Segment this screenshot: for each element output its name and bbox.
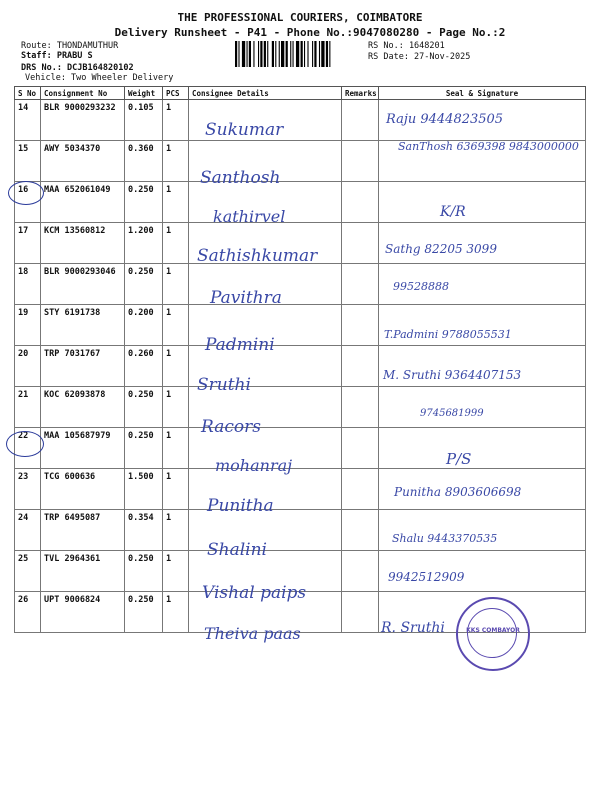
cell-pcs: 1 bbox=[163, 264, 189, 305]
barcode-bar bbox=[267, 41, 268, 67]
cell-remarks bbox=[342, 551, 379, 592]
cell-pcs: 1 bbox=[163, 100, 189, 141]
cell-sno: 15 bbox=[15, 141, 41, 182]
cell-remarks bbox=[342, 264, 379, 305]
barcode-bar bbox=[301, 41, 303, 67]
cell-signature bbox=[379, 182, 586, 223]
cell-sno: 14 bbox=[15, 100, 41, 141]
cell-pcs: 1 bbox=[163, 592, 189, 633]
cell-weight: 0.250 bbox=[125, 551, 163, 592]
handwritten-consignee-name: Theiva paas bbox=[204, 624, 301, 643]
barcode-bar bbox=[258, 41, 259, 67]
table-row bbox=[15, 387, 586, 428]
handwritten-signature: 9942512909 bbox=[388, 570, 465, 584]
cell-sno: 24 bbox=[15, 510, 41, 551]
handwritten-consignee-name: Sruthi bbox=[197, 375, 251, 395]
handwritten-signature: 99528888 bbox=[393, 280, 449, 293]
cell-remarks bbox=[342, 100, 379, 141]
company-seal bbox=[456, 597, 530, 671]
cell-weight: 1.500 bbox=[125, 469, 163, 510]
cell-remarks bbox=[342, 469, 379, 510]
cell-consignment: KCM 13560812 bbox=[41, 223, 125, 264]
cell-sno: 21 bbox=[15, 387, 41, 428]
barcode-bar bbox=[260, 41, 262, 67]
cell-sno: 25 bbox=[15, 551, 41, 592]
cell-consignment: TRP 7031767 bbox=[41, 346, 125, 387]
pen-circle bbox=[8, 181, 44, 205]
cell-weight: 0.105 bbox=[125, 100, 163, 141]
cell-weight: 0.250 bbox=[125, 387, 163, 428]
cell-consignment: MAA 105687979 bbox=[41, 428, 125, 469]
staff: Staff: PRABU S bbox=[21, 51, 93, 61]
barcode-bar bbox=[253, 41, 254, 67]
barcode-bar bbox=[293, 41, 294, 67]
cell-weight: 0.200 bbox=[125, 305, 163, 346]
handwritten-signature: 9745681999 bbox=[420, 408, 484, 419]
cell-consignment: KOC 62093878 bbox=[41, 387, 125, 428]
cell-pcs: 1 bbox=[163, 510, 189, 551]
cell-pcs: 1 bbox=[163, 305, 189, 346]
cell-sno: 20 bbox=[15, 346, 41, 387]
cell-consignment: MAA 652061049 bbox=[41, 182, 125, 223]
cell-pcs: 1 bbox=[163, 428, 189, 469]
handwritten-signature: Shalu 9443370535 bbox=[392, 532, 498, 545]
cell-pcs: 1 bbox=[163, 223, 189, 264]
cell-remarks bbox=[342, 346, 379, 387]
col-header-sno: S No bbox=[15, 87, 41, 100]
barcode-bar bbox=[264, 41, 266, 67]
col-header-remarks: Remarks bbox=[342, 87, 379, 100]
cell-pcs: 1 bbox=[163, 141, 189, 182]
barcode-bar bbox=[312, 41, 313, 67]
cell-pcs: 1 bbox=[163, 346, 189, 387]
table-header-row bbox=[15, 87, 586, 100]
cell-weight: 0.360 bbox=[125, 141, 163, 182]
handwritten-consignee-name: Pavithra bbox=[210, 288, 282, 308]
col-header-consignment: Consignment No bbox=[41, 87, 125, 100]
barcode-bar bbox=[326, 41, 328, 67]
cell-weight: 0.250 bbox=[125, 592, 163, 633]
handwritten-signature: P/S bbox=[446, 450, 472, 468]
col-header-weight: Weight bbox=[125, 87, 163, 100]
handwritten-consignee-name: Sukumar bbox=[205, 120, 284, 140]
handwritten-signature: K/R bbox=[440, 204, 466, 220]
cell-remarks bbox=[342, 592, 379, 633]
cell-pcs: 1 bbox=[163, 387, 189, 428]
table-row bbox=[15, 264, 586, 305]
col-header-pcs: PCS bbox=[163, 87, 189, 100]
vehicle: Vehicle: Two Wheeler Delivery bbox=[25, 73, 174, 83]
cell-sno: 26 bbox=[15, 592, 41, 633]
cell-sno: 17 bbox=[15, 223, 41, 264]
cell-remarks bbox=[342, 305, 379, 346]
runsheet-title: Delivery Runsheet - P41 - Phone No.:9047080280 - Page No.:2 bbox=[114, 26, 506, 39]
cell-weight: 0.250 bbox=[125, 264, 163, 305]
cell-weight: 1.200 bbox=[125, 223, 163, 264]
runsheet-table bbox=[14, 86, 586, 633]
barcode-bar bbox=[249, 41, 251, 67]
cell-sno: 19 bbox=[15, 305, 41, 346]
handwritten-consignee-name: kathirvel bbox=[213, 207, 286, 226]
barcode-bar bbox=[304, 41, 305, 67]
cell-consignment: BLR 9000293046 bbox=[41, 264, 125, 305]
table-row bbox=[15, 510, 586, 551]
barcode-bar bbox=[286, 41, 288, 67]
rs-date: RS Date: 27-Nov-2025 bbox=[368, 52, 471, 62]
seal-text: KKS COMBAYOR bbox=[466, 627, 520, 634]
handwritten-consignee-name: Racors bbox=[201, 417, 261, 437]
cell-pcs: 1 bbox=[163, 551, 189, 592]
table-row bbox=[15, 182, 586, 223]
handwritten-signature: Punitha 8903606698 bbox=[394, 485, 522, 499]
handwritten-consignee-name: Punitha bbox=[207, 496, 274, 516]
cell-consignment: TRP 6495087 bbox=[41, 510, 125, 551]
table-row bbox=[15, 428, 586, 469]
cell-sno: 18 bbox=[15, 264, 41, 305]
handwritten-consignee-name: Sathishkumar bbox=[197, 246, 318, 266]
handwritten-signature: Raju 9444823505 bbox=[386, 112, 504, 127]
cell-sno: 23 bbox=[15, 469, 41, 510]
cell-remarks bbox=[342, 428, 379, 469]
rs-number: RS No.: 1648201 bbox=[368, 41, 445, 51]
cell-weight: 0.260 bbox=[125, 346, 163, 387]
cell-consignment: TCG 600636 bbox=[41, 469, 125, 510]
handwritten-signature: SanThosh 6369398 9843000000 bbox=[398, 140, 579, 153]
pen-circle bbox=[6, 431, 44, 457]
barcode-bar bbox=[281, 41, 284, 67]
cell-weight: 0.250 bbox=[125, 182, 163, 223]
barcode-bar bbox=[238, 41, 239, 67]
cell-pcs: 1 bbox=[163, 182, 189, 223]
cell-consignment: UPT 9006824 bbox=[41, 592, 125, 633]
cell-remarks bbox=[342, 387, 379, 428]
route: Route: THONDAMUTHUR bbox=[21, 41, 119, 51]
cell-remarks bbox=[342, 141, 379, 182]
handwritten-signature: Sathg 82205 3099 bbox=[385, 242, 497, 256]
col-header-signature: Seal & Signature bbox=[379, 87, 586, 100]
barcode-bar bbox=[275, 41, 276, 67]
barcode-bar bbox=[272, 41, 274, 67]
barcode-bar bbox=[279, 41, 280, 67]
barcode-bar bbox=[329, 41, 330, 67]
cell-consignment: AWY 5034370 bbox=[41, 141, 125, 182]
barcode-bar bbox=[242, 41, 245, 67]
barcode-bar bbox=[290, 41, 291, 67]
cell-sno: 16 bbox=[15, 182, 41, 223]
barcode-bar bbox=[296, 41, 299, 67]
barcode-bar bbox=[314, 41, 316, 67]
barcode bbox=[235, 41, 362, 67]
cell-remarks bbox=[342, 223, 379, 264]
cell-signature bbox=[379, 387, 586, 428]
barcode-bar bbox=[307, 41, 308, 67]
handwritten-signature: T.Padmini 9788055531 bbox=[384, 328, 512, 341]
drs-number: DRS No.: DCJB164820102 bbox=[21, 63, 134, 73]
barcode-bar bbox=[235, 41, 237, 67]
cell-weight: 0.354 bbox=[125, 510, 163, 551]
handwritten-signature: R. Sruthi bbox=[381, 620, 445, 636]
cell-consignment: TVL 2964361 bbox=[41, 551, 125, 592]
col-header-consignee: Consignee Details bbox=[189, 87, 342, 100]
handwritten-consignee-name: Santhosh bbox=[200, 168, 281, 188]
handwritten-consignee-name: mohanraj bbox=[215, 456, 293, 475]
handwritten-consignee-name: Vishal paips bbox=[202, 583, 307, 603]
cell-remarks bbox=[342, 182, 379, 223]
handwritten-consignee-name: Padmini bbox=[205, 335, 275, 355]
cell-signature bbox=[379, 428, 586, 469]
cell-consignment: BLR 9000293232 bbox=[41, 100, 125, 141]
cell-sno: 22 bbox=[15, 428, 41, 469]
barcode-bar bbox=[247, 41, 248, 67]
barcode-bar bbox=[321, 41, 324, 67]
cell-consignment: STY 6191738 bbox=[41, 305, 125, 346]
handwritten-signature: M. Sruthi 9364407153 bbox=[383, 368, 522, 382]
company-title: THE PROFESSIONAL COURIERS, COIMBATORE bbox=[177, 11, 423, 24]
cell-remarks bbox=[342, 510, 379, 551]
cell-weight: 0.250 bbox=[125, 428, 163, 469]
handwritten-consignee-name: Shalini bbox=[207, 540, 267, 560]
barcode-bar bbox=[319, 41, 320, 67]
cell-pcs: 1 bbox=[163, 469, 189, 510]
